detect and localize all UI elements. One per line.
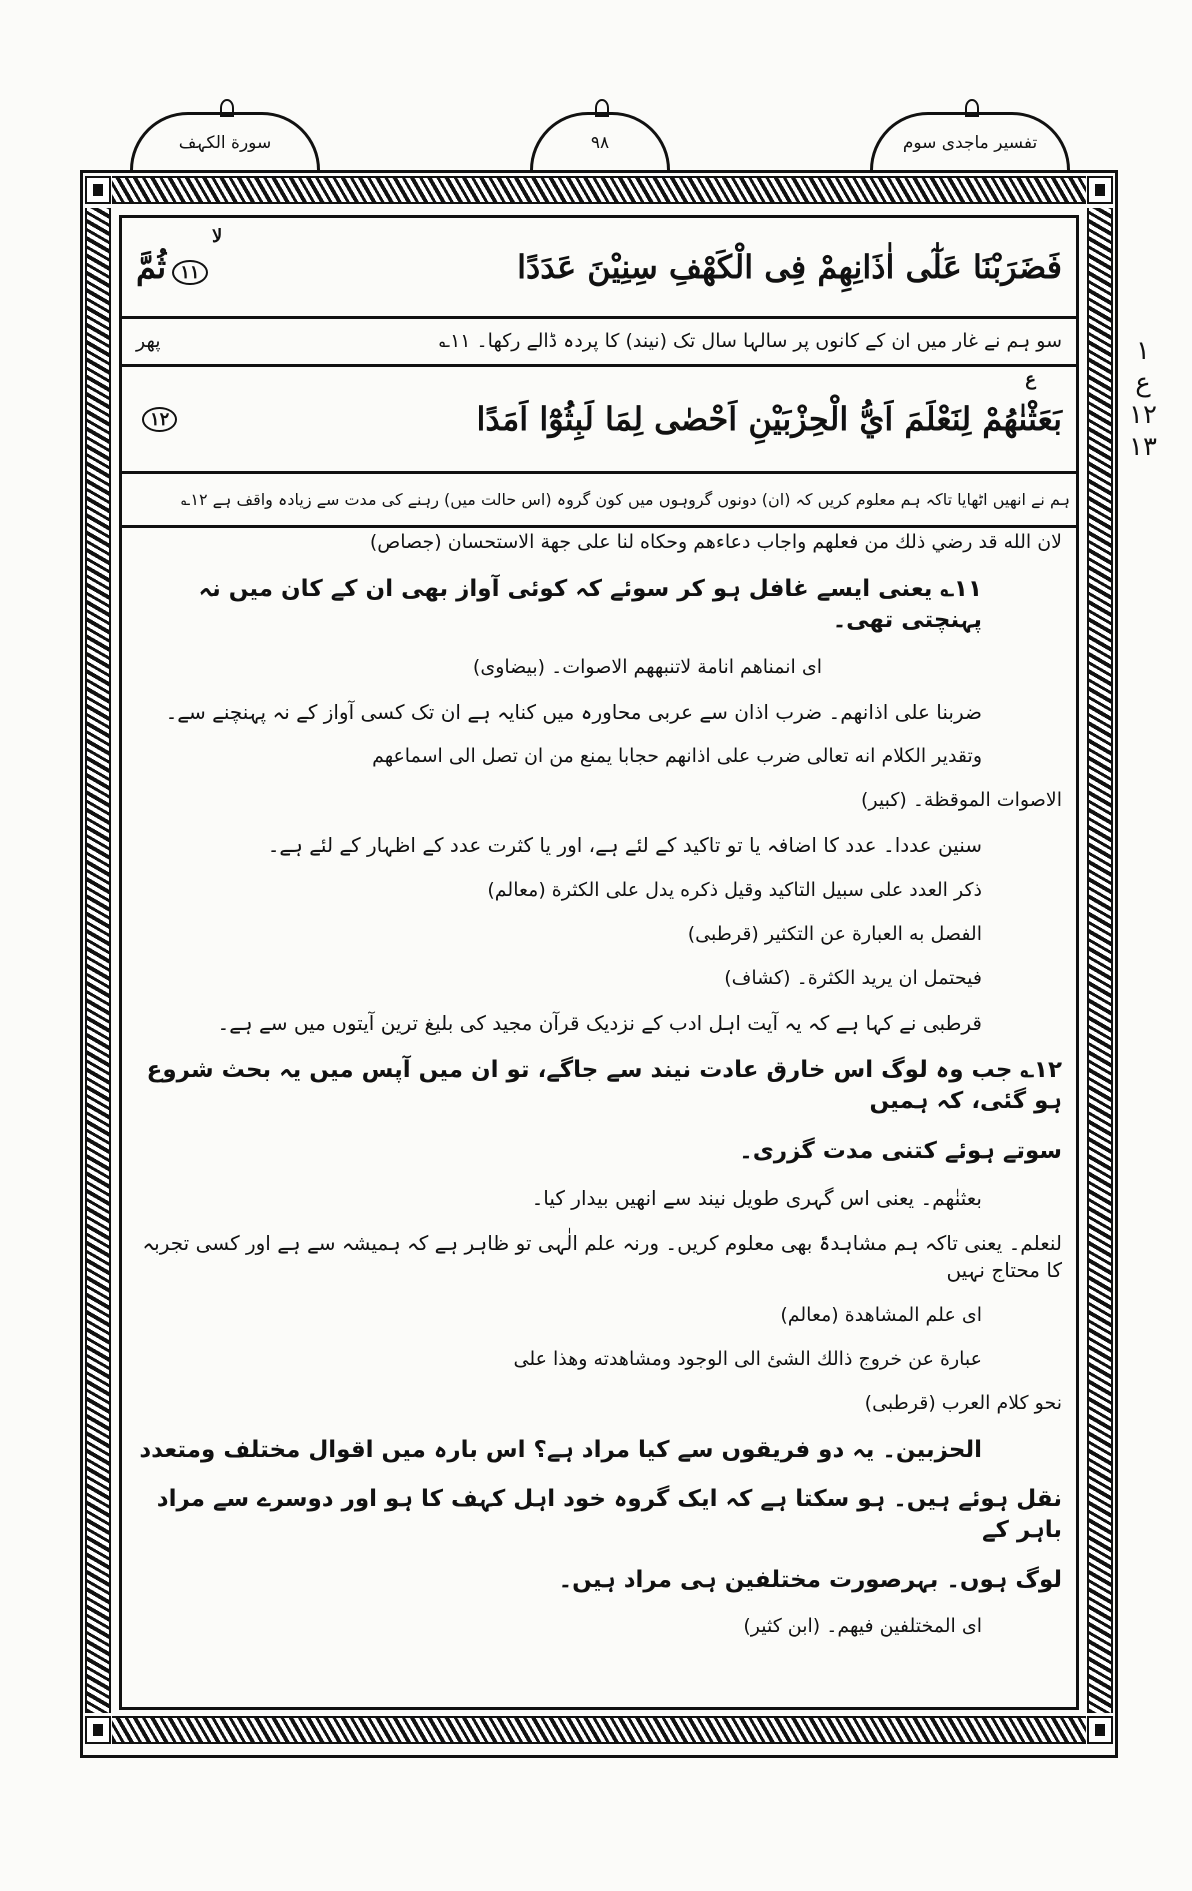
chain-border-top (112, 176, 1086, 204)
translation-text: ہم نے انھیں اٹھایا تاکہ ہم معلوم کریں کہ (ان) دونوں گروہوں میں کون گروہ (اس حالت میں) رہنے کی مدت سے زیادہ واقف ہے ۱۲؎ (181, 489, 1070, 509)
verse-number: ۱۱ (172, 260, 207, 285)
commentary-line: فيحتمل ان يريد الكثرة۔ (کشاف) (724, 966, 982, 989)
commentary-line: اى انمناهم انامة لاتنبههم الاصوات۔ (بیضاوی) (472, 655, 822, 678)
ruku-mark: ع (1025, 369, 1036, 390)
surah-name: سورة الکہف (178, 133, 272, 153)
commentary (122, 530, 1076, 1700)
commentary-line: سوتے ہوئے کتنی مدت گزری۔ (739, 1137, 1062, 1164)
commentary-line: الاصوات الموقظة۔ (کبیر) (861, 789, 1062, 812)
margin-note-part: ع (1135, 368, 1151, 398)
footnote-12: ۱۲؎ جب وہ لوگ اس خارق عادت نیند سے جاگے، تو ان میں آپس میں یہ بحث شروع ہو گئی، کہ ہمیں (146, 1057, 1062, 1115)
verse-text: فَضَرَبْنَا عَلٰٓى اٰذَانِهِمْ فِى الْكَهْفِ سِنِيْنَ عَدَدًا (517, 248, 1062, 286)
corner-ornament (85, 1716, 111, 1744)
corner-ornament (1087, 176, 1113, 204)
translation-12 (122, 474, 1076, 528)
commentary-line: نقل ہوئے ہیں۔ ہو سکتا ہے کہ ایک گروہ خود اہل کہف کا ہو اور دوسرے سے مراد باہر کے (156, 1486, 1062, 1544)
verse-12 (122, 367, 1076, 474)
footnote-11: ۱۱؎ یعنی ایسے غافل ہو کر سوئے کہ کوئی آواز بھی ان کے کان میں نہ پہنچتی تھی۔ (198, 576, 982, 634)
translation-text: سو ہم نے غار میں ان کے کانوں پر سالہا سال تک (نیند) کا پردہ ڈالے رکھا۔ ۱۱؎ (438, 330, 1062, 353)
commentary-line: لان الله قد رضي ذلك من فعلهم واجاب دعاءهم وحكاه لنا على جهة الاستحسان (جصاص) (369, 531, 1062, 553)
commentary-line: الحزبین۔ یہ دو فریقوں سے کیا مراد ہے؟ اس بارہ میں اقوال مختلف ومتعدد (139, 1436, 982, 1463)
margin-ruku-note (1128, 335, 1158, 463)
commentary-line: بعثنٰهم۔ یعنی اس گہری طویل نیند سے انھیں بیدار کیا۔ (531, 1186, 982, 1210)
commentary-line: لوگ ہوں۔ بہرصورت مختلفین ہی مراد ہیں۔ (558, 1566, 1062, 1593)
commentary-line: اى المختلفين فيهم۔ (ابن کثیر) (743, 1615, 982, 1638)
commentary-line: ذكر العدد على سبيل التاكيد وقيل ذكره يدل على الكثرة (معالم) (487, 878, 982, 901)
chain-border-bottom (112, 1716, 1086, 1744)
book-title: تفسیر ماجدی سوم (902, 132, 1038, 153)
header-surah-ornament (130, 112, 320, 170)
chain-border-right (1087, 208, 1113, 1713)
translation-continuation: پھر (136, 330, 161, 353)
pause-mark: لا (212, 226, 223, 247)
page-number: ۹۸ (590, 132, 610, 153)
margin-note-part: ۱ (1136, 336, 1150, 366)
corner-ornament (1087, 1716, 1113, 1744)
commentary-line: ضربنا على اذانهم۔ ضرب اذان سے عربی محاورہ میں کنایہ ہے ان تک کسی آواز کے نہ پہنچنے سے۔ (165, 699, 982, 724)
margin-note-part: ۱۳ (1129, 432, 1157, 462)
header-page-ornament (530, 112, 670, 170)
translation-11 (122, 319, 1076, 367)
verse-11 (122, 218, 1076, 319)
commentary-line: لنعلم۔ یعنی تاکہ ہم مشاہدۃً بھی معلوم کریں۔ ورنہ علم الٰہی تو ظاہر ہے کہ ہمیشہ سے ہے اور کسی تجربہ کا محتاج نہیں (142, 1231, 1062, 1283)
header-book-ornament (870, 112, 1070, 170)
commentary-line: قرطبی نے کہا ہے کہ یہ آیت اہل ادب کے نزدیک قرآن مجید کی بلیغ ترین آیتوں میں سے ہے۔ (217, 1010, 982, 1035)
verse-text: بَعَثْنٰهُمْ لِنَعْلَمَ اَيُّ الْحِزْبَيْنِ اَحْصٰى لِمَا لَبِثُوْٓا اَمَدًا (476, 400, 1062, 438)
commentary-line: وتقدیر الکلام انه تعالى ضرب على اذانهم حجابا يمنع من ان تصل الى اسماعهم (372, 745, 982, 767)
commentary-line: نحو كلام العرب (قرطبی) (864, 1391, 1062, 1414)
corner-ornament (85, 176, 111, 204)
commentary-line: سنین عددا۔ عدد کا اضافہ یا تو تاکید کے لئے ہے، اور یا کثرت عدد کے اظہار کے لئے ہے۔ (267, 833, 982, 858)
verse-continuation: ثُمَّ (136, 248, 167, 286)
commentary-line: اى علم المشاهدة (معالم) (780, 1303, 982, 1326)
commentary-line: الفصل به العبارة عن التكثير (قرطبی) (687, 922, 982, 945)
chain-border-left (85, 208, 111, 1713)
commentary-line: عبارة عن خروج ذالك الشئ الى الوجود ومشاهدته وهذا على (513, 1347, 982, 1370)
margin-note-part: ۱۲ (1129, 400, 1157, 430)
verse-number: ۱۲ (142, 407, 177, 432)
